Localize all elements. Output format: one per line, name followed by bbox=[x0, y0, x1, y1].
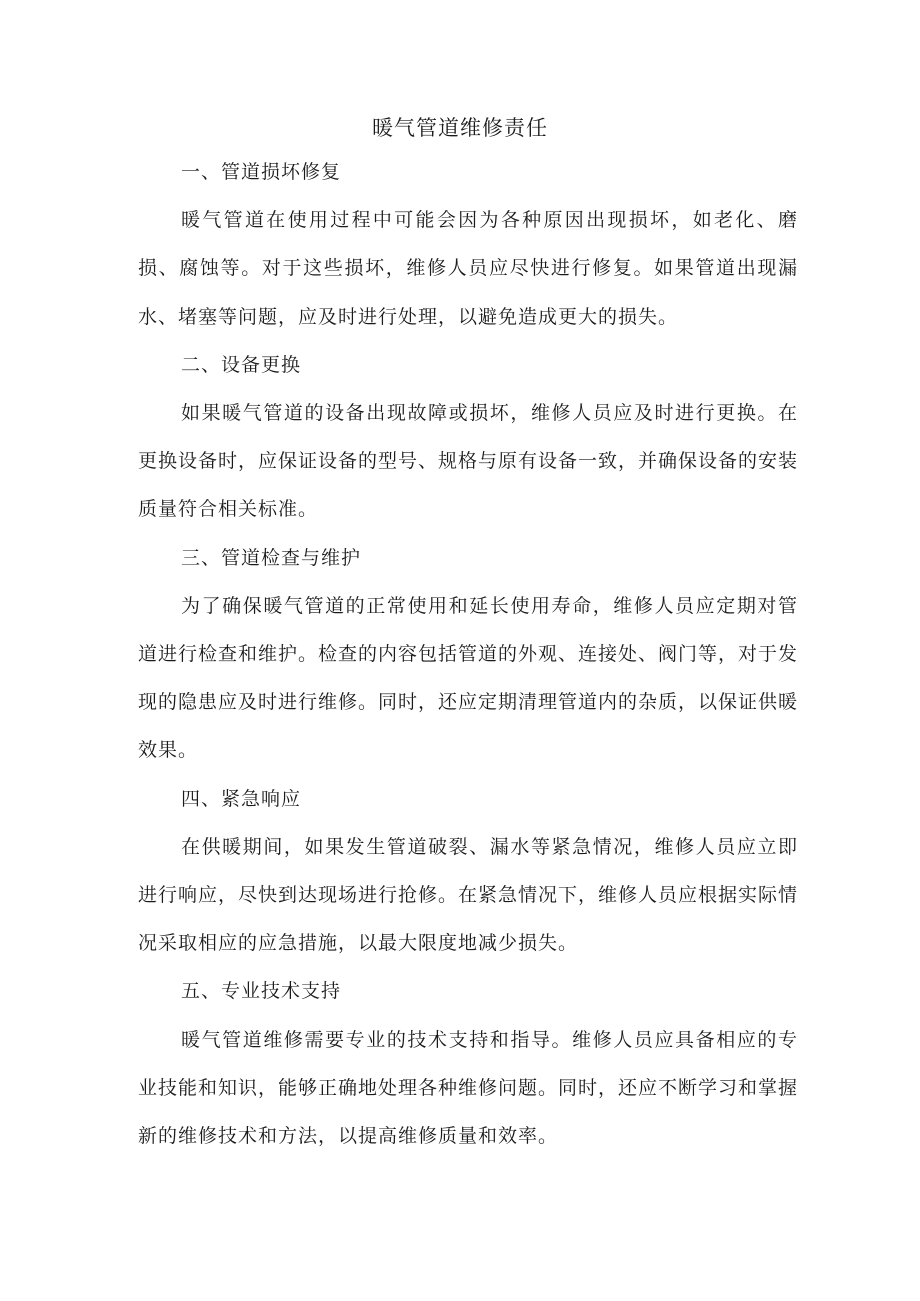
section-paragraph-1: 暖气管道在使用过程中可能会因为各种原因出现损坏，如老化、磨损、腐蚀等。对于这些损坏，维修人员应尽快进行修复。如果管道出现漏水、堵塞等问题，应及时进行处理，以避免造成更大的损失。 bbox=[138, 209, 798, 328]
section-heading-3: 三、管道检查与维护 bbox=[181, 546, 362, 569]
section-paragraph-2: 如果暖气管道的设备出现故障或损坏，维修人员应及时进行更换。在更换设备时，应保证设备的型号、规格与原有设备一致，并确保设备的安装质量符合相关标准。 bbox=[138, 402, 799, 521]
document-body bbox=[138, 148, 798, 1160]
section-heading-1: 一、管道损坏修复 bbox=[181, 161, 342, 183]
section-heading-5: 五、专业技术支持 bbox=[181, 980, 342, 1003]
section-heading-2: 二、设备更换 bbox=[181, 353, 302, 376]
section-heading-4: 四、紧急响应 bbox=[181, 787, 302, 810]
section-paragraph-3: 为了确保暖气管道的正常使用和延长使用寿命，维修人员应定期对管道进行检查和维护。检查的内容包括管道的外观、连接处、阀门等，对于发现的隐患应及时进行维修。同时，还应定期清理管道内的杂质，以保证供暖效果。 bbox=[138, 594, 799, 762]
section-paragraph-5: 暖气管道维修需要专业的技术支持和指导。维修人员应具备相应的专业技能和知识，能够正确地处理各种维修问题。同时，还应不断学习和掌握新的维修技术和方法，以提高维修质量和效率。 bbox=[138, 1028, 799, 1148]
document-title: 暖气管道维修责任 bbox=[372, 116, 548, 140]
section-paragraph-4: 在供暖期间，如果发生管道破裂、漏水等紧急情况，维修人员应立即进行响应，尽快到达现场进行抢修。在紧急情况下，维修人员应根据实际情况采取相应的应急措施，以最大限度地减少损失。 bbox=[138, 835, 799, 955]
